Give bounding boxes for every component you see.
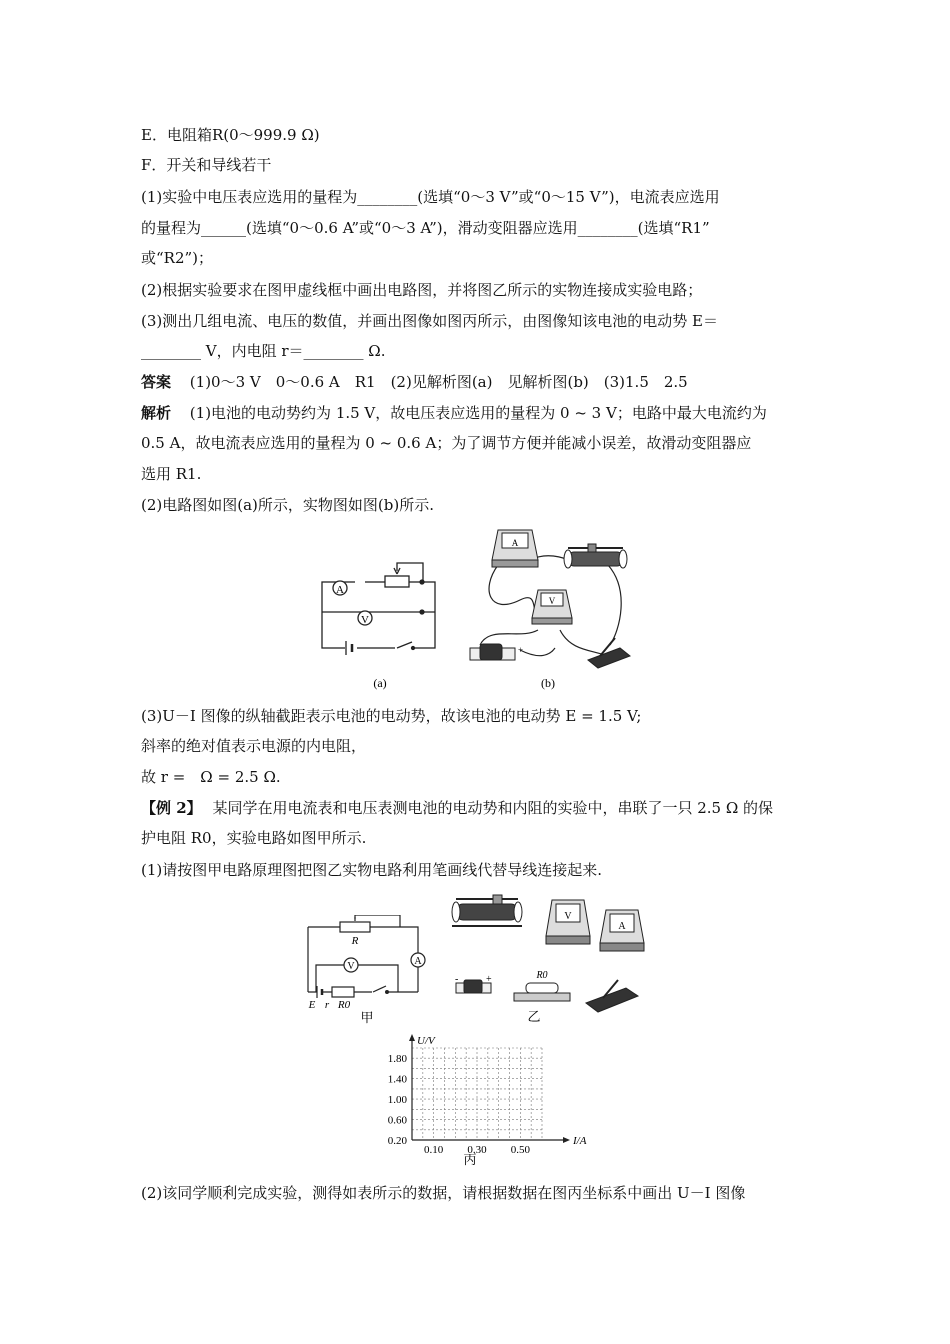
analysis-text-1: (1)电池的电动势约为 1.5 V，故电压表应选用的量程为 0 ~ 3 V；电路中最大电流约为: [189, 404, 767, 422]
analysis-line-6: 斜率的绝对值表示电源的内电阻，: [141, 737, 367, 755]
figure-b-voltmeter-label: V: [548, 596, 556, 606]
figure-b-rheostat: [564, 544, 627, 568]
figure-b-battery: [470, 644, 523, 660]
question-1-line-2: 的量程为______(选填“0～0.6 A”或“0～3 A”)，滑动变阻器应选用________(选填“R1”: [141, 219, 710, 237]
figure-yi-apparatus: [448, 888, 648, 1028]
yi-R0-label: R0: [536, 970, 548, 981]
option-e: E．电阻箱R(0～999.9 Ω): [141, 126, 320, 144]
example-2-question-1: (1)请按图甲电路原理图把图乙实物电路利用笔画线代替导线连接起来.: [141, 861, 603, 879]
bing-xlabel: I/A: [573, 1135, 587, 1147]
jia-R-label: R: [351, 935, 359, 947]
figure-b-caption: (b): [541, 676, 555, 690]
figure-b-ammeter-label: A: [511, 538, 519, 548]
figure-jia-circuit: [300, 915, 440, 1025]
figure-a-circuit: [315, 555, 445, 695]
bing-x-arrow: [563, 1137, 570, 1143]
figure-a-caption: (a): [373, 676, 387, 690]
example-2-line-1: [141, 798, 773, 818]
answer-text: (1)0～3 V 0～0.6 A R1 (2)见解析图(a) 见解析图(b) (3)1.5 2.5: [189, 373, 688, 391]
jia-caption: 甲: [360, 1010, 374, 1025]
question-1-line-3: 或“R2”)；: [141, 249, 214, 267]
analysis-label: 解析: [141, 404, 172, 422]
figure-bing-chart: [370, 1030, 600, 1170]
bing-grid: [412, 1048, 542, 1140]
analysis-line-5: (3)U－I 图像的纵轴截距表示电池的电动势，故该电池的电动势 E = 1.5 V;: [141, 707, 642, 725]
bing-xtick-label: 0.10: [424, 1144, 444, 1156]
yi-ammeter-label: A: [618, 921, 626, 932]
analysis-line-7: 故 r = Ω = 2.5 Ω.: [141, 768, 281, 786]
yi-ammeter: [600, 910, 644, 951]
jia-E-label: E: [308, 999, 316, 1011]
bing-xtick-label: 0.50: [510, 1144, 530, 1156]
example-2-line-2: 护电阻 R0，实验电路如图甲所示.: [141, 829, 367, 847]
bing-xtick-label: 0.30: [467, 1144, 487, 1156]
answer-line: [141, 372, 688, 392]
bing-caption: 丙: [463, 1152, 477, 1167]
figure-a-voltmeter-label: V: [361, 614, 369, 626]
bing-ytick-label: 1.00: [387, 1094, 407, 1107]
figure-a-ammeter-label: A: [336, 584, 344, 596]
example-2-text: 某同学在用电流表和电压表测电池的电动势和内阻的实验中，串联了一只 2.5 Ω 的保: [212, 799, 774, 817]
yi-plus: +: [486, 974, 492, 985]
yi-caption: 乙: [527, 1009, 541, 1024]
bing-ytick-label: 0.60: [387, 1114, 407, 1127]
yi-battery: [455, 974, 492, 993]
figure-b-wiring: [460, 520, 645, 695]
analysis-line-4: (2)电路图如图(a)所示，实物图如图(b)所示.: [141, 496, 434, 514]
bing-ytick-label: 1.40: [387, 1073, 407, 1086]
figure-b-plus: +: [518, 645, 524, 655]
yi-switch: [586, 980, 638, 1012]
question-3-line-1: (3)测出几组电流、电压的数值，并画出图像如图丙所示，由图像知该电池的电动势 E＝: [141, 312, 718, 330]
question-2: (2)根据实验要求在图甲虚线框中画出电路图，并将图乙所示的实物连接成实验电路；: [141, 281, 703, 299]
yi-rheostat: [452, 895, 522, 926]
figure-b-ammeter: [492, 530, 538, 567]
answer-label: 答案: [141, 373, 172, 391]
bing-y-arrow: [409, 1034, 415, 1041]
example-2-label: 【例 2】: [141, 799, 202, 817]
bing-ytick-label: 0.20: [387, 1135, 407, 1147]
example-2-question-2: (2)该同学顺利完成实验，测得如表所示的数据，请根据数据在图丙坐标系中画出 U－I 图像: [141, 1184, 746, 1202]
bing-ytick-label: 1.80: [387, 1053, 407, 1066]
yi-minus: -: [455, 974, 459, 985]
figure-b-voltmeter: [532, 590, 572, 624]
analysis-line-2: 0.5 A，故电流表应选用的量程为 0 ~ 0.6 A；为了调节方便并能减小误差，故滑动变阻器应: [141, 434, 752, 452]
analysis-line-3: 选用 R1.: [141, 465, 202, 483]
yi-voltmeter-label: V: [564, 911, 572, 922]
yi-protective-resistor: [514, 970, 570, 1001]
jia-A-label: A: [414, 956, 422, 967]
analysis-line-1: [141, 403, 767, 423]
jia-V-label: V: [347, 961, 355, 972]
yi-voltmeter: [546, 900, 590, 944]
question-1-line-1: (1)实验中电压表应选用的量程为________(选填“0～3 V”或“0～15 V”)，电流表应选用: [141, 188, 720, 206]
option-f: F．开关和导线若干: [141, 156, 272, 174]
jia-R0-label: R0: [337, 999, 351, 1011]
question-3-line-2: ________ V，内电阻 r＝________ Ω.: [141, 342, 386, 360]
bing-ylabel: U/V: [417, 1035, 435, 1047]
jia-r-label: r: [324, 999, 330, 1011]
figure-b-switch: [588, 638, 630, 668]
